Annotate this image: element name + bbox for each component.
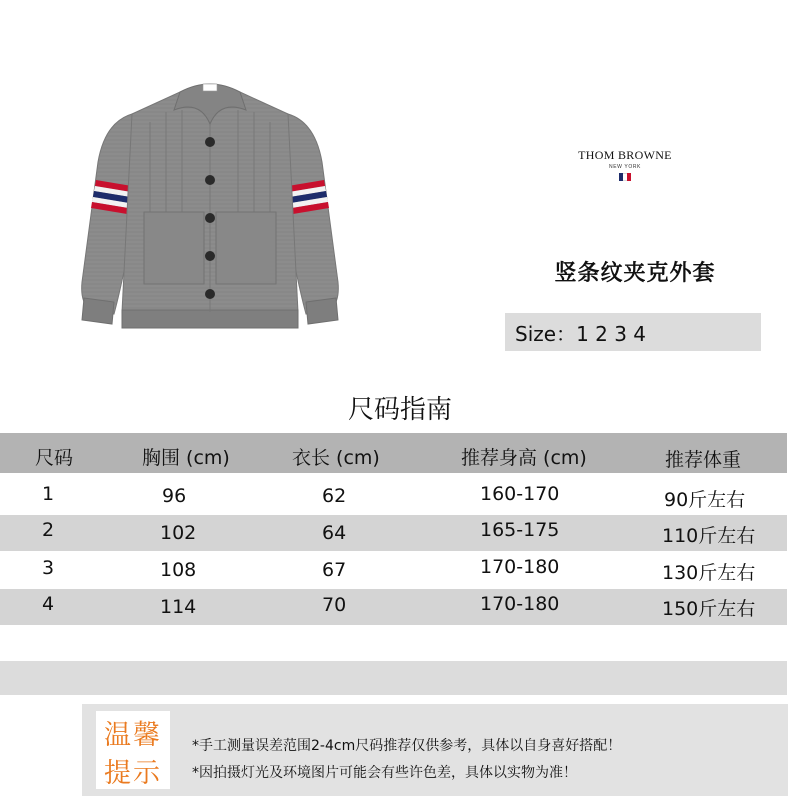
notice-label bbox=[96, 711, 170, 789]
row-weight: 90斤左右 bbox=[664, 489, 746, 511]
row-size: 3 bbox=[42, 557, 55, 579]
row-height: 170-180 bbox=[480, 593, 560, 615]
table-row bbox=[0, 589, 787, 625]
notice-label-line1: 温馨 bbox=[104, 720, 162, 751]
row-height: 165-175 bbox=[480, 519, 560, 541]
table-row bbox=[0, 478, 787, 514]
header-chest: 胸围 (cm) bbox=[142, 447, 230, 469]
row-height: 170-180 bbox=[480, 556, 560, 578]
row-length: 67 bbox=[322, 559, 347, 581]
row-chest: 108 bbox=[160, 559, 197, 581]
row-chest: 102 bbox=[160, 522, 197, 544]
product-photo bbox=[70, 62, 350, 347]
brand-logo bbox=[560, 148, 690, 181]
brand-flag-icon bbox=[619, 173, 631, 181]
left-sleeve-stripe bbox=[91, 180, 132, 214]
row-size: 2 bbox=[42, 519, 55, 541]
row-length: 70 bbox=[322, 594, 347, 616]
notice-line-1: *手工测量误差范围2-4cm尺码推荐仅供参考，具体以自身喜好搭配！ bbox=[192, 738, 622, 754]
header-height: 推荐身高 (cm) bbox=[461, 447, 587, 469]
table-row bbox=[0, 515, 787, 551]
size-bar bbox=[505, 313, 761, 351]
brand-name: THOM BROWNE bbox=[578, 148, 672, 162]
row-weight: 150斤左右 bbox=[662, 598, 756, 620]
size-table-header bbox=[0, 433, 787, 473]
header-length: 衣长 (cm) bbox=[292, 447, 380, 469]
notice-line-2: *因拍摄灯光及环境图片可能会有些许色差，具体以实物为准！ bbox=[192, 765, 577, 781]
row-size: 1 bbox=[42, 483, 55, 505]
size-label: Size： bbox=[515, 322, 577, 346]
row-size: 4 bbox=[42, 593, 55, 615]
size-values: 1 2 3 4 bbox=[576, 322, 647, 346]
size-bar-text bbox=[515, 318, 646, 347]
table-row bbox=[0, 552, 787, 588]
row-height: 160-170 bbox=[480, 483, 560, 505]
right-sleeve-stripe bbox=[288, 180, 329, 214]
row-weight: 110斤左右 bbox=[662, 525, 756, 547]
row-weight: 130斤左右 bbox=[662, 562, 756, 584]
spacer-bar bbox=[0, 661, 787, 695]
notice-label-line2: 提示 bbox=[104, 758, 162, 789]
row-chest: 114 bbox=[160, 596, 197, 618]
notice-box bbox=[82, 704, 788, 796]
header-size: 尺码 bbox=[35, 447, 74, 469]
row-chest: 96 bbox=[162, 485, 187, 507]
row-length: 62 bbox=[322, 485, 347, 507]
brand-sub: NEW YORK bbox=[609, 164, 641, 170]
row-length: 64 bbox=[322, 522, 347, 544]
size-guide-title: 尺码指南 bbox=[347, 395, 452, 425]
product-name: 竖条纹夹克外套 bbox=[554, 261, 716, 286]
header-weight: 推荐体重 bbox=[665, 449, 742, 471]
